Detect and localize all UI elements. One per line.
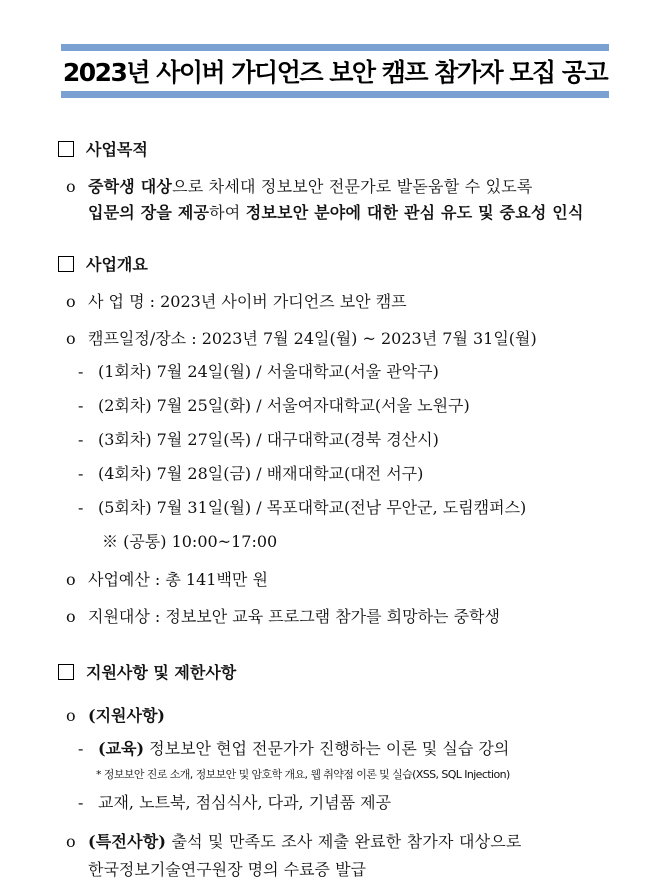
- checkbox-square-icon: [58, 664, 74, 680]
- support-label: o (지원사항): [66, 706, 165, 725]
- overview-target: o 지원대상 : 정보보안 교육 프로그램 참가를 희망하는 중학생: [66, 607, 500, 626]
- education-note: * 정보보안 진로 소개, 정보보안 및 암호학 개요, 웹 취약점 이론 및 실습(XSS, SQL Injection): [96, 768, 510, 781]
- round-item: - (3회차) 7월 27일(목) / 대구대학교(경북 경산시): [78, 430, 439, 449]
- section-heading-support: 지원사항 및 제한사항: [58, 662, 236, 684]
- special-benefit-line-2: 한국정보기술연구원장 명의 수료증 발급: [88, 860, 367, 879]
- purpose-line-2: 입문의 장을 제공하여 정보보안 분야에 대한 관심 유도 및 중요성 인식: [88, 203, 584, 222]
- support-materials: - 교재, 노트북, 점심식사, 다과, 기념품 제공: [78, 793, 392, 812]
- support-education: - (교육) 정보보안 현업 전문가가 진행하는 이론 및 실습 강의: [78, 739, 510, 758]
- checkbox-square-icon: [58, 256, 74, 272]
- special-benefit-line-1: o (특전사항) 출석 및 만족도 조사 제출 완료한 참가자 대상으로: [66, 832, 522, 851]
- round-item: - (5회차) 7월 31일(월) / 목포대학교(전남 무안군, 도림캠퍼스): [78, 498, 527, 517]
- section-heading-overview: 사업개요: [58, 254, 148, 276]
- overview-name: o 사 업 명 : 2023년 사이버 가디언즈 보안 캠프: [66, 292, 407, 311]
- title-banner: [61, 44, 609, 98]
- round-item: - (1회차) 7월 24일(월) / 서울대학교(서울 관악구): [78, 362, 439, 381]
- bullet: o: [66, 177, 76, 196]
- overview-schedule: o 캠프일정/장소 : 2023년 7월 24일(월) ~ 2023년 7월 31일(월): [66, 329, 537, 348]
- purpose-line-1: o 중학생 대상으로 차세대 정보보안 전문가로 발돋움할 수 있도록: [66, 177, 533, 196]
- common-time-note: ※ (공통) 10:00~17:00: [102, 532, 278, 551]
- checkbox-square-icon: [58, 141, 74, 157]
- page-title: 2023년 사이버 가디언즈 보안 캠프 참가자 모집 공고: [62, 58, 608, 87]
- round-item: - (2회차) 7월 25일(화) / 서울여자대학교(서울 노원구): [78, 396, 470, 415]
- round-item: - (4회차) 7월 28일(금) / 배재대학교(대전 서구): [78, 464, 424, 483]
- section-heading-purpose: 사업목적: [58, 139, 148, 161]
- overview-budget: o 사업예산 : 총 141백만 원: [66, 570, 268, 589]
